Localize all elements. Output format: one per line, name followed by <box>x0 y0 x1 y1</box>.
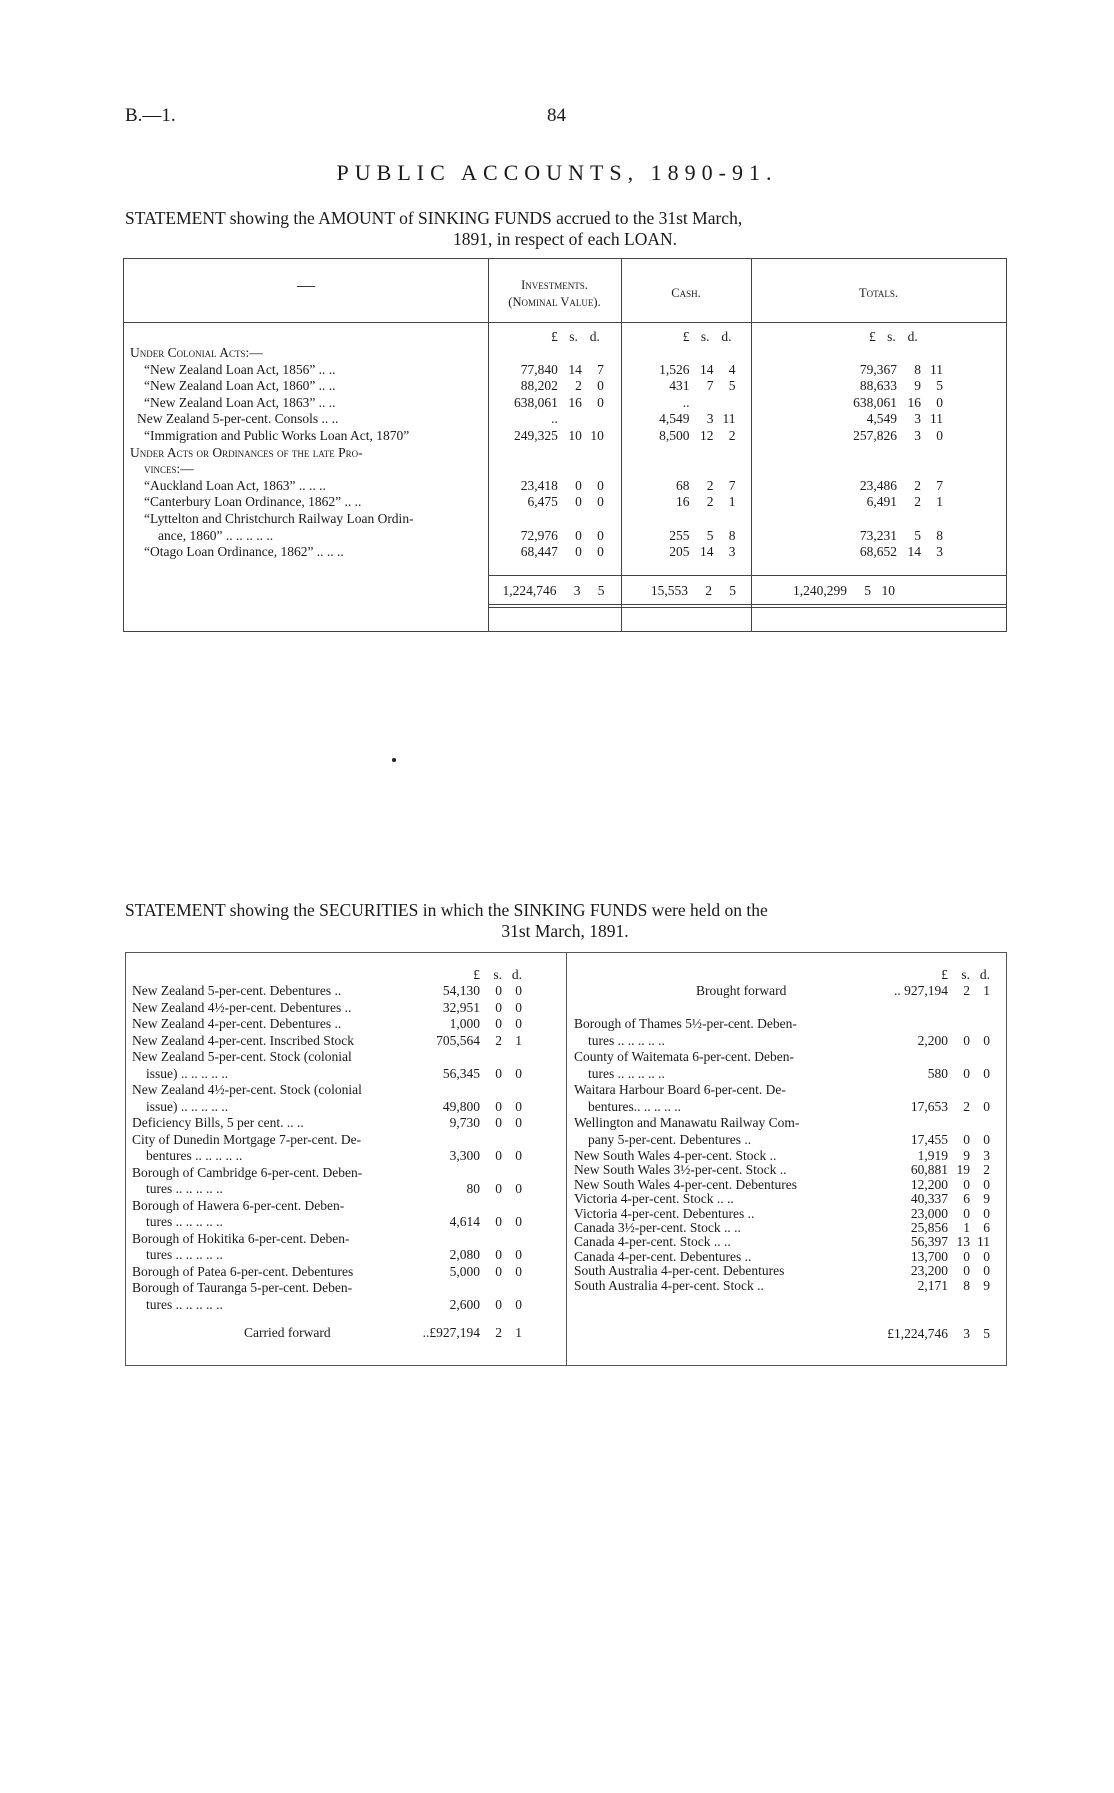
amount-inv-pence: 0 <box>597 394 604 410</box>
security-left-amount-shillings: 0 <box>495 1148 502 1163</box>
security-right-amount-pence: 0 <box>983 1131 990 1147</box>
securities-total-amount-pounds: £1,224,746 <box>887 1326 948 1341</box>
security-right-amount-shillings: 2 <box>963 1098 970 1114</box>
brought-forward-label: Brought forward <box>696 983 787 998</box>
loan-row-label: Under Acts or Ordinances of the late Pro- <box>130 444 363 460</box>
amount-tot-pounds: 73,231 <box>859 527 897 543</box>
security-left-amount-pence: 0 <box>515 1296 522 1312</box>
col-investments-sublabel: (Nominal Value). <box>508 295 601 309</box>
statement1-heading-line1: STATEMENT showing the AMOUNT of SINKING FUNDS accrued to the 31st March, <box>125 208 743 228</box>
security-left-label: tures .. .. .. .. .. <box>146 1181 223 1196</box>
security-right-amount-shillings: 0 <box>963 1248 970 1264</box>
amount-tot-shillings: 3 <box>914 411 921 427</box>
unit-d-right: d. <box>979 967 990 982</box>
amount-inv-pence: 0 <box>597 544 604 560</box>
security-left-amount-pounds: 54,130 <box>442 983 480 998</box>
security-right-label: bentures.. .. .. .. .. <box>588 1098 681 1114</box>
unit-d-inv: d. <box>589 329 600 344</box>
amount-inv-pounds: 88,202 <box>520 378 558 394</box>
security-left-amount-pounds: 32,951 <box>442 999 480 1015</box>
securities-total-amount-shillings: 3 <box>963 1326 970 1341</box>
security-left-label: New Zealand 5-per-cent. Stock (colonial <box>132 1049 352 1064</box>
total-tot-pence: 10 <box>881 583 895 598</box>
security-right-amount-shillings: 1 <box>963 1220 970 1235</box>
security-right-amount-shillings: 0 <box>963 1263 970 1279</box>
security-left-amount-pence: 1 <box>515 1032 522 1048</box>
security-left-label: Borough of Tauranga 5-per-cent. Deben- <box>132 1280 353 1295</box>
amount-inv-shillings: 14 <box>568 361 582 377</box>
amount-inv-shillings: 2 <box>575 378 582 394</box>
col-blank-header: — <box>297 275 315 295</box>
carried-forward-label: Carried forward <box>244 1325 331 1340</box>
security-right-amount-shillings: 6 <box>963 1191 970 1207</box>
amount-tot-pounds: 23,486 <box>859 477 897 493</box>
amount-tot-shillings: 3 <box>914 428 921 443</box>
unit-s-right: s. <box>961 967 970 982</box>
amount-cash-shillings: 14 <box>700 544 714 560</box>
security-left-label: tures .. .. .. .. .. <box>146 1247 223 1262</box>
amount-tot-shillings: 14 <box>907 544 921 560</box>
amount-tot-pence: 7 <box>936 477 943 493</box>
loan-row-label: “Lyttelton and Christchurch Railway Loan Ordin- <box>144 511 414 526</box>
amount-cash-shillings: 5 <box>706 527 714 543</box>
amount-inv-pounds: 638,061 <box>513 394 558 410</box>
security-right-amount-pence: 9 <box>983 1191 990 1207</box>
security-right-amount-pence: 0 <box>983 1248 990 1264</box>
security-right-amount-pence: 3 <box>983 1148 990 1163</box>
amount-inv-pence: 10 <box>590 428 604 443</box>
security-left-amount-pounds: 705,564 <box>436 1032 480 1048</box>
security-left-label: tures .. .. .. .. .. <box>146 1296 223 1312</box>
amount-inv-pence: 0 <box>597 378 604 394</box>
total-tot-shillings: 5 <box>864 583 871 598</box>
security-right-label: Borough of Thames 5½-per-cent. Deben- <box>574 1016 797 1031</box>
amount-cash-pounds: 8,500 <box>659 428 690 443</box>
amount-tot-shillings: 2 <box>914 494 921 510</box>
amount-cash-pounds: 4,549 <box>659 411 690 427</box>
amount-cash-shillings: 7 <box>706 378 714 394</box>
security-right-amount-pence: 0 <box>983 1065 990 1081</box>
amount-inv-pounds: 23,418 <box>520 477 558 493</box>
loan-row-label: “Auckland Loan Act, 1863” .. .. .. <box>144 477 326 493</box>
security-left-amount-pence: 0 <box>515 999 522 1015</box>
security-left-amount-pounds: 49,800 <box>442 1098 480 1114</box>
page-title: PUBLIC ACCOUNTS, 1890-91. <box>336 160 778 185</box>
security-left-label: New Zealand 5-per-cent. Debentures .. <box>132 983 342 998</box>
sinking-funds-table <box>123 258 1007 632</box>
loan-row-label: “New Zealand Loan Act, 1856” .. .. <box>144 361 336 377</box>
amount-cash-pence: 1 <box>728 494 736 510</box>
security-left-amount-pence: 0 <box>515 1098 522 1114</box>
amount-tot-shillings: 2 <box>914 477 921 493</box>
loan-row-label: “Otago Loan Ordinance, 1862” .. .. .. <box>144 544 344 560</box>
security-right-amount-pounds: 40,337 <box>910 1191 948 1207</box>
security-right-amount-pence: 2 <box>983 1162 990 1178</box>
amount-inv-shillings: 0 <box>575 544 582 560</box>
amount-inv-shillings: 16 <box>568 394 582 410</box>
carried-forward-amount-pounds: ..£927,194 <box>422 1325 480 1340</box>
security-right-label: New South Wales 3½-per-cent. Stock .. <box>574 1162 787 1178</box>
amount-inv-pence: 0 <box>597 494 604 510</box>
security-left-label: Borough of Patea 6-per-cent. Debentures <box>132 1263 354 1279</box>
total-inv-pence: 5 <box>597 583 605 598</box>
security-right-amount-pence: 6 <box>983 1220 990 1235</box>
security-left-label: bentures .. .. .. .. .. <box>146 1148 243 1163</box>
security-right-amount-pence: 11 <box>977 1234 990 1250</box>
security-left-amount-pounds: 4,614 <box>449 1214 480 1229</box>
security-left-label: New Zealand 4-per-cent. Debentures .. <box>132 1016 342 1031</box>
security-left-label: Borough of Hawera 6-per-cent. Deben- <box>132 1197 345 1213</box>
unit-d-cash: d. <box>721 329 732 344</box>
security-left-amount-pence: 0 <box>515 1016 522 1031</box>
amount-cash-pence: 8 <box>728 527 736 543</box>
amount-inv-shillings: 0 <box>575 494 582 510</box>
amount-tot-pence: 11 <box>930 411 943 427</box>
loan-row-label: “New Zealand Loan Act, 1863” .. .. <box>144 394 336 410</box>
amount-cash-pence: 2 <box>728 428 736 443</box>
loan-row-label: “Canterbury Loan Ordinance, 1862” .. .. <box>144 494 362 510</box>
amount-tot-pence: 11 <box>930 361 943 377</box>
security-left-amount-shillings: 0 <box>495 983 502 998</box>
security-left-label: Deficiency Bills, 5 per cent. .. .. <box>132 1115 304 1130</box>
amount-tot-shillings: 8 <box>914 361 921 377</box>
total-inv-shillings: 3 <box>573 583 581 598</box>
loan-row-label: New Zealand 5-per-cent. Consols .. .. <box>137 411 339 427</box>
carried-forward-amount-shillings: 2 <box>495 1325 502 1340</box>
security-right-amount-pence: 0 <box>983 1205 990 1221</box>
security-left-label: tures .. .. .. .. .. <box>146 1214 223 1229</box>
amount-tot-pence: 0 <box>936 428 943 443</box>
amount-cash-shillings: 12 <box>700 428 714 443</box>
securities-table <box>125 952 1007 1366</box>
security-left-amount-shillings: 0 <box>495 1065 502 1081</box>
amount-inv-pounds: 77,840 <box>520 361 558 377</box>
security-right-amount-shillings: 8 <box>963 1277 970 1293</box>
unit-d-tot: d. <box>907 329 918 344</box>
amount-cash-pence: 4 <box>728 361 736 377</box>
amount-cash-pounds: 205 <box>669 544 690 560</box>
unit-pound-inv: £ <box>551 329 558 344</box>
security-right-amount-pounds: 17,455 <box>910 1131 948 1147</box>
security-left-amount-pounds: 1,000 <box>449 1016 480 1031</box>
stray-mark <box>392 758 396 762</box>
unit-pound-right: £ <box>941 967 948 982</box>
loan-row-label: Under Colonial Acts:— <box>130 345 263 360</box>
total-cash-pounds: 15,553 <box>650 583 688 598</box>
amount-inv-pounds: 249,325 <box>513 428 558 443</box>
security-right-amount-pence: 9 <box>983 1277 990 1293</box>
security-right-amount-shillings: 0 <box>963 1205 970 1221</box>
document-reference: B.—1. <box>125 105 176 126</box>
amount-tot-pence: 8 <box>936 527 943 543</box>
security-right-amount-shillings: 0 <box>963 1032 970 1048</box>
statement2-heading-line2: 31st March, 1891. <box>501 921 629 941</box>
unit-s-inv: s. <box>569 329 578 344</box>
security-left-label: Borough of Hokitika 6-per-cent. Deben- <box>132 1230 350 1246</box>
security-right-amount-pounds: 17,653 <box>910 1098 948 1114</box>
total-cash-shillings: 2 <box>705 583 712 598</box>
security-right-amount-pounds: 2,200 <box>917 1032 948 1048</box>
unit-d-left: d. <box>511 967 522 982</box>
security-right-amount-shillings: 0 <box>963 1131 970 1147</box>
statement1-heading <box>125 208 1005 250</box>
amount-cash-pence: 11 <box>722 411 736 427</box>
securities-total-amount-pence: 5 <box>983 1326 990 1341</box>
security-right-amount-pounds: 580 <box>927 1065 948 1081</box>
security-right-label: pany 5-per-cent. Debentures .. <box>588 1131 752 1147</box>
security-right-label: New South Wales 4-per-cent. Debentures <box>574 1176 797 1192</box>
amount-inv-pence: 0 <box>597 477 604 493</box>
security-left-amount-pence: 0 <box>515 1181 522 1196</box>
security-right-label: Canada 3½-per-cent. Stock .. .. <box>574 1220 741 1235</box>
security-left-label: New Zealand 4-per-cent. Inscribed Stock <box>132 1032 355 1048</box>
amount-tot-shillings: 9 <box>914 378 921 394</box>
unit-pound-cash: £ <box>682 329 690 344</box>
security-right-amount-pounds: 13,700 <box>910 1248 948 1264</box>
security-right-label: New South Wales 4-per-cent. Stock .. <box>574 1148 777 1163</box>
amount-cash-pounds: 1,526 <box>659 361 690 377</box>
security-left-amount-pence: 0 <box>515 983 522 998</box>
amount-cash-pounds: 255 <box>669 527 690 543</box>
security-left-amount-pounds: 2,600 <box>449 1296 480 1312</box>
security-right-amount-pounds: 23,000 <box>910 1205 948 1221</box>
security-right-amount-pence: 0 <box>983 1032 990 1048</box>
amount-cash-pounds: 431 <box>669 378 690 394</box>
security-left-amount-pounds: 2,080 <box>449 1247 480 1262</box>
unit-pound-left: £ <box>473 967 480 982</box>
amount-cash-shillings: 2 <box>706 477 714 493</box>
security-left-amount-shillings: 0 <box>495 1296 502 1312</box>
amount-cash-pence: 7 <box>728 477 736 493</box>
amount-cash-pounds: 68 <box>676 477 690 493</box>
security-left-amount-pounds: 5,000 <box>449 1263 480 1279</box>
security-right-amount-pence: 0 <box>983 1098 990 1114</box>
security-left-amount-pence: 0 <box>515 1214 522 1229</box>
security-left-amount-shillings: 2 <box>495 1032 502 1048</box>
security-right-amount-pounds: 2,171 <box>917 1277 948 1293</box>
loan-row-label: “Immigration and Public Works Loan Act, 1870” <box>144 428 410 443</box>
security-left-label: issue) .. .. .. .. .. <box>146 1065 229 1081</box>
loan-row-label: vinces:— <box>144 461 194 477</box>
amount-inv-shillings: 10 <box>568 428 582 443</box>
amount-tot-pence: 1 <box>936 494 943 510</box>
amount-inv-shillings: 0 <box>575 477 582 493</box>
security-right-label: Waitara Harbour Board 6-per-cent. De- <box>574 1082 786 1097</box>
brought-forward-amount-pence: 1 <box>983 983 990 998</box>
loan-row-label: “New Zealand Loan Act, 1860” .. .. <box>144 378 336 394</box>
loan-row-label: ance, 1860” .. .. .. .. .. <box>158 527 274 543</box>
security-left-amount-shillings: 0 <box>495 1214 502 1229</box>
amount-cash-pounds: 16 <box>676 494 690 510</box>
security-right-amount-pounds: 56,397 <box>910 1234 948 1250</box>
security-right-label: South Australia 4-per-cent. Stock .. <box>574 1277 764 1293</box>
security-right-label: Wellington and Manawatu Railway Com- <box>574 1115 800 1130</box>
total-tot-pounds: 1,240,299 <box>793 583 847 598</box>
total-inv-pounds: 1,224,746 <box>502 583 557 598</box>
security-left-label: issue) .. .. .. .. .. <box>146 1098 229 1114</box>
security-left-amount-pence: 0 <box>515 1247 522 1262</box>
amount-inv-pounds: 6,475 <box>527 494 558 510</box>
security-right-amount-shillings: 0 <box>963 1065 970 1081</box>
carried-forward-amount-pence: 1 <box>515 1325 522 1340</box>
security-left-amount-shillings: 0 <box>495 1098 502 1114</box>
amount-tot-pounds: 257,826 <box>853 428 897 443</box>
brought-forward-amount-pounds: .. 927,194 <box>894 983 948 998</box>
amount-cash-shillings: 3 <box>706 411 714 427</box>
amount-inv-pounds: 68,447 <box>520 544 558 560</box>
amount-inv-pounds: .. <box>551 411 558 427</box>
security-right-label: Canada 4-per-cent. Stock .. .. <box>574 1234 731 1250</box>
amount-tot-pence: 0 <box>936 394 943 410</box>
security-right-label: Canada 4-per-cent. Debentures .. <box>574 1248 752 1264</box>
security-right-amount-pounds: 60,881 <box>910 1162 948 1178</box>
security-right-label: South Australia 4-per-cent. Debentures <box>574 1263 785 1279</box>
amount-cash-pence: 3 <box>728 544 736 560</box>
security-left-amount-shillings: 0 <box>495 1247 502 1262</box>
security-right-amount-shillings: 0 <box>963 1176 970 1192</box>
amount-tot-pounds: 6,491 <box>866 494 897 510</box>
security-right-amount-pence: 0 <box>983 1176 990 1192</box>
security-right-label: Victoria 4-per-cent. Stock .. .. <box>574 1191 734 1207</box>
security-right-label: County of Waitemata 6-per-cent. Deben- <box>574 1049 794 1064</box>
col-cash-header: Cash. <box>671 286 701 300</box>
amount-tot-pounds: 638,061 <box>853 394 897 410</box>
col-investments-label: Investments. <box>521 278 588 292</box>
security-right-amount-shillings: 9 <box>963 1148 970 1163</box>
security-right-amount-pounds: 23,200 <box>910 1263 948 1279</box>
total-cash-pence: 5 <box>729 583 736 598</box>
page-number: 84 <box>547 105 566 126</box>
security-left-amount-pounds: 56,345 <box>442 1065 480 1081</box>
security-left-amount-pence: 0 <box>515 1065 522 1081</box>
amount-tot-shillings: 5 <box>914 527 921 543</box>
amount-inv-pounds: 72,976 <box>520 527 558 543</box>
amount-tot-pounds: 79,367 <box>859 361 897 377</box>
security-left-label: Borough of Cambridge 6-per-cent. Deben- <box>132 1164 363 1180</box>
col-totals-header: Totals. <box>858 286 899 300</box>
security-right-label: tures .. .. .. .. .. <box>588 1065 665 1081</box>
amount-cash-shillings: 14 <box>700 361 714 377</box>
security-left-amount-pence: 0 <box>515 1148 522 1163</box>
statement2-heading <box>125 900 1005 942</box>
security-left-amount-shillings: 0 <box>495 1263 502 1279</box>
security-right-label: tures .. .. .. .. .. <box>588 1032 665 1048</box>
security-left-amount-shillings: 0 <box>495 1016 502 1031</box>
unit-s-cash: s. <box>700 329 710 344</box>
unit-s-tot: s. <box>887 329 896 344</box>
security-right-amount-shillings: 13 <box>956 1234 970 1250</box>
security-left-amount-shillings: 0 <box>495 1115 502 1130</box>
security-left-amount-shillings: 0 <box>495 999 502 1015</box>
amount-inv-pence: 7 <box>597 361 604 377</box>
unit-s-left: s. <box>493 967 502 982</box>
security-left-amount-pounds: 3,300 <box>449 1148 480 1163</box>
statement2-heading-line1: STATEMENT showing the SECURITIES in which the SINKING FUNDS were held on the <box>125 900 768 920</box>
security-left-label: New Zealand 4½-per-cent. Debentures .. <box>132 999 352 1015</box>
amount-inv-shillings: 0 <box>575 527 582 543</box>
amount-tot-pounds: 68,652 <box>859 544 897 560</box>
security-left-amount-pounds: 9,730 <box>449 1115 480 1130</box>
security-right-amount-shillings: 19 <box>956 1162 970 1178</box>
security-left-amount-pounds: 80 <box>466 1181 480 1196</box>
brought-forward-amount-shillings: 2 <box>963 983 970 998</box>
amount-tot-pence: 3 <box>936 544 943 560</box>
security-left-label: City of Dunedin Mortgage 7-per-cent. De- <box>132 1131 362 1147</box>
security-left-label: New Zealand 4½-per-cent. Stock (colonial <box>132 1082 362 1097</box>
amount-tot-pounds: 88,633 <box>859 378 897 394</box>
security-left-amount-pence: 0 <box>515 1115 522 1130</box>
security-right-amount-pounds: 12,200 <box>910 1176 948 1192</box>
amount-tot-shillings: 16 <box>907 394 921 410</box>
security-right-label: Victoria 4-per-cent. Debentures .. <box>574 1205 755 1221</box>
amount-tot-pounds: 4,549 <box>866 411 897 427</box>
amount-cash-shillings: 2 <box>706 494 714 510</box>
amount-cash-pence: 5 <box>728 378 736 394</box>
amount-tot-pence: 5 <box>936 378 943 394</box>
security-right-amount-pounds: 1,919 <box>917 1148 948 1163</box>
col-investments-header <box>488 277 621 311</box>
security-left-amount-pence: 0 <box>515 1263 522 1279</box>
security-right-amount-pence: 0 <box>983 1263 990 1279</box>
amount-inv-pence: 0 <box>597 527 604 543</box>
statement1-heading-line2: 1891, in respect of each LOAN. <box>452 229 678 249</box>
security-left-amount-shillings: 0 <box>495 1181 502 1196</box>
unit-pound-tot: £ <box>869 329 876 344</box>
security-right-amount-pounds: 25,856 <box>910 1220 948 1235</box>
amount-cash-pounds: .. <box>682 394 690 410</box>
